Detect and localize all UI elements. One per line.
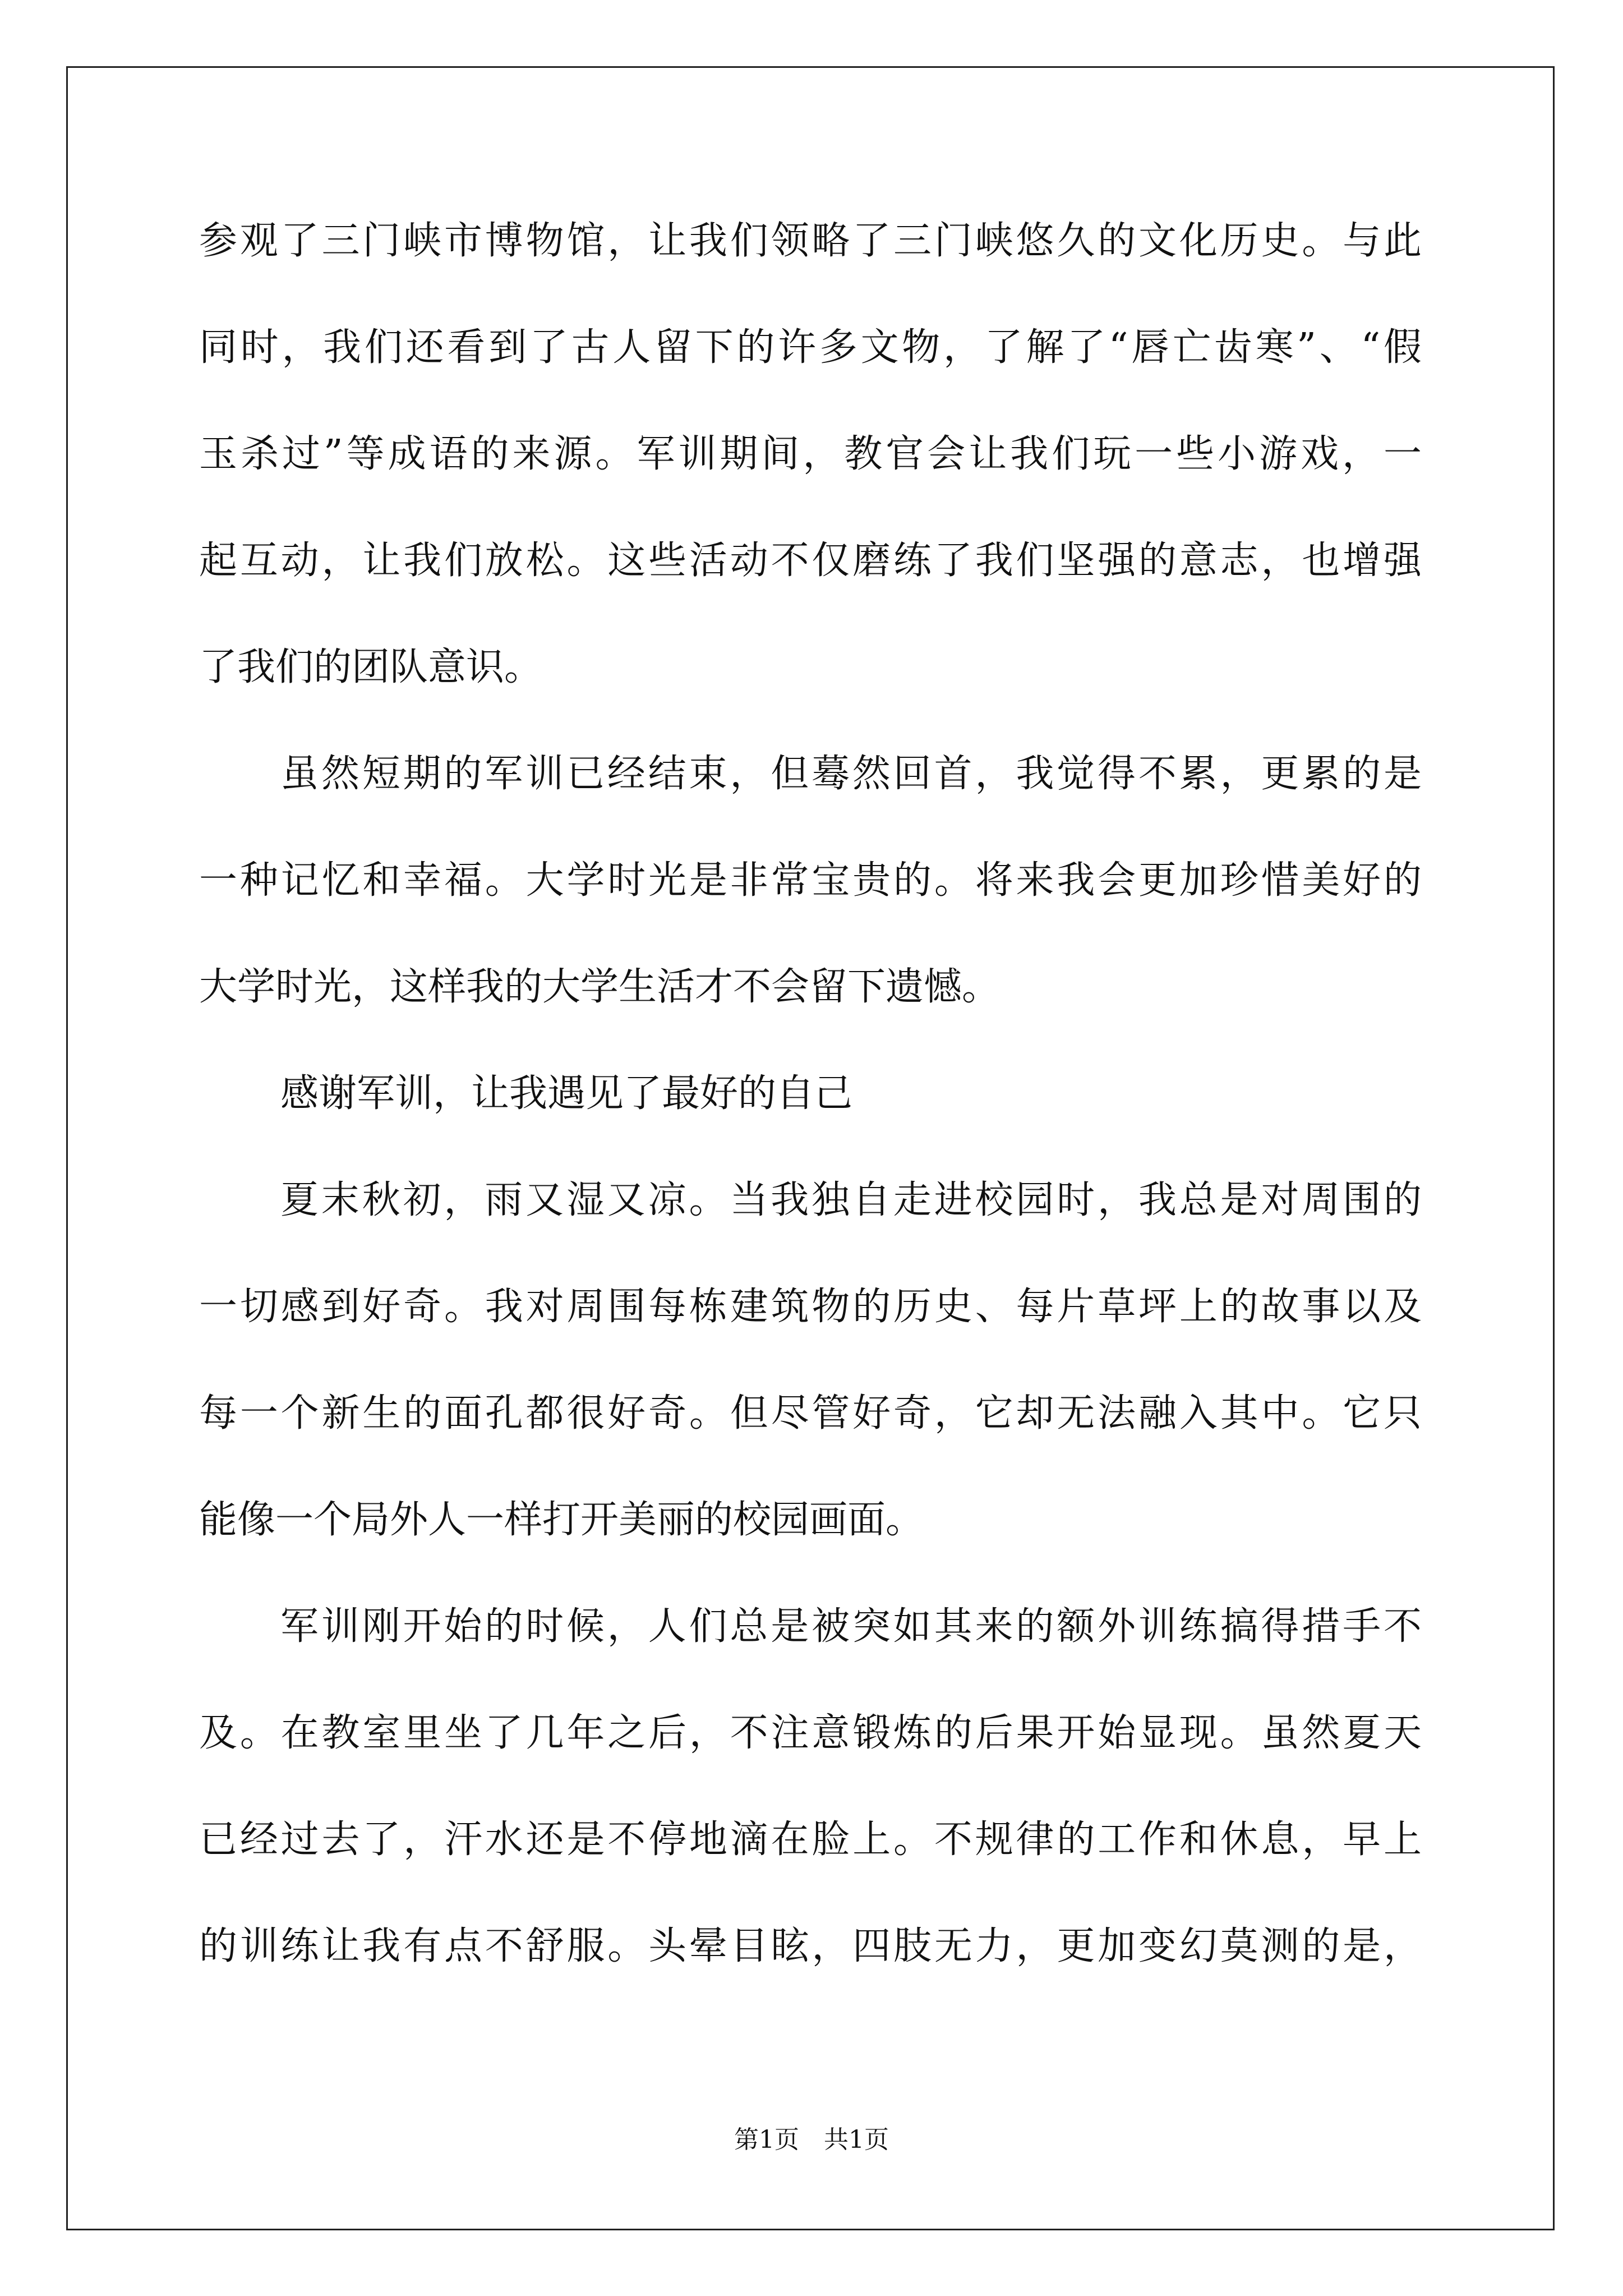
section-heading: 感谢军训，让我遇见了最好的自己 — [280, 1071, 853, 1116]
text-line: 玉杀过”等成语的来源。军训期间，教官会让我们玩一些小游戏，一 — [199, 432, 1422, 476]
text-line: 起互动，让我们放松。这些活动不仅磨练了我们坚强的意志，也增强 — [199, 539, 1422, 583]
text-line: 能像一个局外人一样打开美丽的校园画面。 — [199, 1498, 924, 1542]
text-line: 同时，我们还看到了古人留下的许多文物，了解了“唇亡齿寒”、“假 — [199, 325, 1422, 370]
paragraph-first-line: 虽然短期的军训已经结束，但蓦然回首，我觉得不累，更累的是 — [280, 752, 1422, 796]
text-line: 一切感到好奇。我对周围每栋建筑物的历史、每片草坪上的故事以及 — [199, 1285, 1422, 1329]
paragraph-first-line: 夏末秋初，雨又湿又凉。当我独自走进校园时，我总是对周围的 — [280, 1178, 1422, 1222]
page-number: 第1页 共1页 — [734, 2125, 889, 2154]
text-line: 大学时光，这样我的大学生活才不会留下遗憾。 — [199, 965, 1000, 1009]
text-line: 每一个新生的面孔都很好奇。但尽管好奇，它却无法融入其中。它只 — [199, 1391, 1422, 1435]
paragraph-first-line: 军训刚开始的时候，人们总是被突如其来的额外训练搞得措手不 — [280, 1604, 1422, 1649]
text-line: 已经过去了，汗水还是不停地滴在脸上。不规律的工作和休息，早上 — [199, 1818, 1422, 1862]
text-line: 一种记忆和幸福。大学时光是非常宝贵的。将来我会更加珍惜美好的 — [199, 858, 1422, 903]
text-line: 及。在教室里坐了几年之后，不注意锻炼的后果开始显现。虽然夏天 — [199, 1711, 1422, 1755]
page-border — [66, 66, 1555, 2230]
text-line: 了我们的团队意识。 — [199, 645, 543, 689]
text-line: 的训练让我有点不舒服。头晕目眩，四肢无力，更加变幻莫测的是， — [199, 1924, 1422, 1968]
text-line: 参观了三门峡市博物馆，让我们领略了三门峡悠久的文化历史。与此 — [199, 219, 1422, 263]
